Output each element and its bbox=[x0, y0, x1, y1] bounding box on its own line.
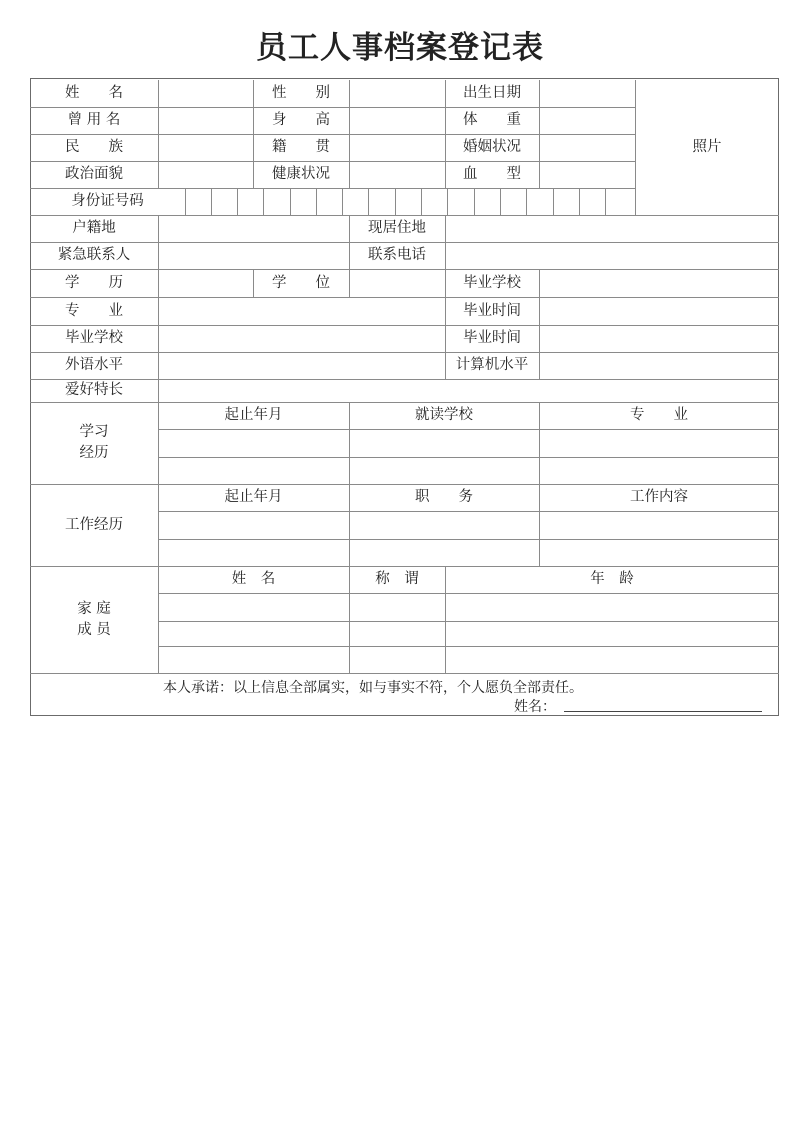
label-birth-date: 出生日期 bbox=[463, 85, 521, 102]
study-col-school: 就读学校 bbox=[415, 407, 473, 424]
label-household-registration: 户籍地 bbox=[72, 220, 116, 237]
work-col-content: 工作内容 bbox=[630, 489, 688, 506]
label-emergency-contact: 紧急联系人 bbox=[57, 247, 131, 264]
work-position-field[interactable] bbox=[349, 511, 539, 539]
work-position-field[interactable] bbox=[349, 539, 539, 566]
id-digit-field[interactable] bbox=[605, 188, 635, 215]
degree-field[interactable] bbox=[349, 269, 445, 297]
family-col-relation: 称 谓 bbox=[375, 571, 419, 588]
family-label-line2: 成 员 bbox=[77, 621, 111, 638]
family-name-field[interactable] bbox=[158, 621, 349, 646]
pledge-text: 本人承诺：以上信息全部属实，如与事实不符，个人愿负全部责任。 bbox=[163, 680, 583, 696]
ethnicity-field[interactable] bbox=[158, 134, 253, 161]
former-name-field[interactable] bbox=[158, 107, 253, 134]
label-graduation-time-2: 毕业时间 bbox=[463, 330, 521, 347]
study-period-field[interactable] bbox=[158, 429, 349, 457]
id-digit-field[interactable] bbox=[342, 188, 368, 215]
id-digit-field[interactable] bbox=[263, 188, 290, 215]
family-age-field[interactable] bbox=[445, 593, 779, 621]
id-digit-field[interactable] bbox=[447, 188, 474, 215]
signature-field[interactable] bbox=[564, 711, 762, 712]
label-graduate-school: 毕业学校 bbox=[463, 274, 521, 291]
study-school-field[interactable] bbox=[349, 429, 539, 457]
health-status-field[interactable] bbox=[349, 161, 445, 188]
family-age-field[interactable] bbox=[445, 621, 779, 646]
study-major-field[interactable] bbox=[539, 429, 779, 457]
family-label bbox=[30, 566, 158, 673]
label-height: 身 高 bbox=[272, 112, 330, 129]
work-content-field[interactable] bbox=[539, 539, 779, 566]
id-digit-field[interactable] bbox=[211, 188, 237, 215]
table-rule bbox=[30, 673, 779, 674]
foreign-language-field[interactable] bbox=[158, 352, 445, 379]
id-digit-field[interactable] bbox=[500, 188, 526, 215]
label-foreign-language: 外语水平 bbox=[65, 357, 123, 374]
family-col-age: 年 龄 bbox=[590, 571, 634, 588]
id-digit-field[interactable] bbox=[421, 188, 447, 215]
label-political-status: 政治面貌 bbox=[65, 166, 123, 183]
family-relation-field[interactable] bbox=[349, 646, 445, 673]
family-age-field[interactable] bbox=[445, 646, 779, 673]
label-education: 学 历 bbox=[65, 274, 123, 291]
id-digit-field[interactable] bbox=[185, 188, 211, 215]
gender-field[interactable] bbox=[349, 80, 445, 107]
graduate-school-2-field[interactable] bbox=[158, 325, 445, 352]
id-digit-field[interactable] bbox=[474, 188, 500, 215]
id-digit-field[interactable] bbox=[368, 188, 395, 215]
study-major-field[interactable] bbox=[539, 457, 779, 484]
work-col-period: 起止年月 bbox=[224, 489, 283, 506]
id-digit-field[interactable] bbox=[237, 188, 263, 215]
major-field[interactable] bbox=[158, 297, 445, 325]
marital-status-field[interactable] bbox=[539, 134, 635, 161]
label-blood-type: 血 型 bbox=[463, 166, 521, 183]
family-relation-field[interactable] bbox=[349, 621, 445, 646]
label-computer-level: 计算机水平 bbox=[455, 357, 529, 374]
id-digit-field[interactable] bbox=[316, 188, 342, 215]
id-digit-field[interactable] bbox=[526, 188, 553, 215]
label-id-number: 身份证号码 bbox=[71, 193, 144, 210]
id-digit-field[interactable] bbox=[395, 188, 421, 215]
study-school-field[interactable] bbox=[349, 457, 539, 484]
political-status-field[interactable] bbox=[158, 161, 253, 188]
study-period-field[interactable] bbox=[158, 457, 349, 484]
signature-label: 姓名： bbox=[514, 699, 556, 715]
study-history-label-line1: 学习 bbox=[79, 424, 109, 441]
label-graduate-school-2: 毕业学校 bbox=[65, 330, 123, 347]
label-marital-status: 婚姻状况 bbox=[463, 139, 521, 156]
graduation-time-2-field[interactable] bbox=[539, 325, 779, 352]
family-name-field[interactable] bbox=[158, 593, 349, 621]
graduate-school-field[interactable] bbox=[539, 269, 779, 297]
weight-field[interactable] bbox=[539, 107, 635, 134]
label-contact-phone: 联系电话 bbox=[368, 247, 426, 264]
label-native-place: 籍 贯 bbox=[272, 139, 330, 156]
study-col-period: 起止年月 bbox=[224, 407, 283, 424]
education-field[interactable] bbox=[158, 269, 253, 297]
study-history-label-line2: 经历 bbox=[79, 445, 109, 461]
label-degree: 学 位 bbox=[272, 274, 330, 291]
id-digit-field[interactable] bbox=[290, 188, 316, 215]
label-hobbies: 爱好特长 bbox=[65, 382, 123, 399]
label-weight: 体 重 bbox=[463, 112, 521, 129]
family-relation-field[interactable] bbox=[349, 593, 445, 621]
current-address-field[interactable] bbox=[445, 215, 779, 242]
id-digit-field[interactable] bbox=[553, 188, 579, 215]
work-history-label: 工作经历 bbox=[65, 516, 123, 533]
study-col-major: 专 业 bbox=[630, 407, 688, 424]
computer-level-field[interactable] bbox=[539, 352, 779, 379]
family-label-line1: 家 庭 bbox=[77, 600, 111, 617]
label-former-name: 曾 用 名 bbox=[67, 112, 121, 129]
graduation-time-field[interactable] bbox=[539, 297, 779, 325]
name-field[interactable] bbox=[158, 80, 253, 107]
label-health-status: 健康状况 bbox=[272, 166, 330, 183]
hobbies-field[interactable] bbox=[158, 379, 779, 402]
label-ethnicity: 民 族 bbox=[65, 139, 123, 156]
height-field[interactable] bbox=[349, 107, 445, 134]
label-current-address: 现居住地 bbox=[368, 220, 426, 237]
family-col-name: 姓 名 bbox=[231, 571, 276, 588]
work-content-field[interactable] bbox=[539, 511, 779, 539]
label-name: 姓 名 bbox=[65, 85, 123, 102]
emergency-contact-field[interactable] bbox=[158, 242, 349, 269]
label-major: 专 业 bbox=[65, 302, 123, 319]
form-title: 员工人事档案登记表 bbox=[256, 30, 544, 66]
blood-type-field[interactable] bbox=[539, 161, 635, 188]
work-period-field[interactable] bbox=[158, 511, 349, 539]
label-graduation-time: 毕业时间 bbox=[463, 302, 521, 319]
family-name-field[interactable] bbox=[158, 646, 349, 673]
contact-phone-field[interactable] bbox=[445, 242, 779, 269]
household-registration-field[interactable] bbox=[158, 215, 349, 242]
native-place-field[interactable] bbox=[349, 134, 445, 161]
work-period-field[interactable] bbox=[158, 539, 349, 566]
label-gender: 性 别 bbox=[272, 85, 330, 102]
study-history-label bbox=[30, 402, 158, 484]
id-digit-field[interactable] bbox=[579, 188, 605, 215]
work-col-position: 职 务 bbox=[415, 489, 473, 506]
birth-date-field[interactable] bbox=[539, 80, 635, 107]
photo-label: 照片 bbox=[692, 139, 722, 156]
